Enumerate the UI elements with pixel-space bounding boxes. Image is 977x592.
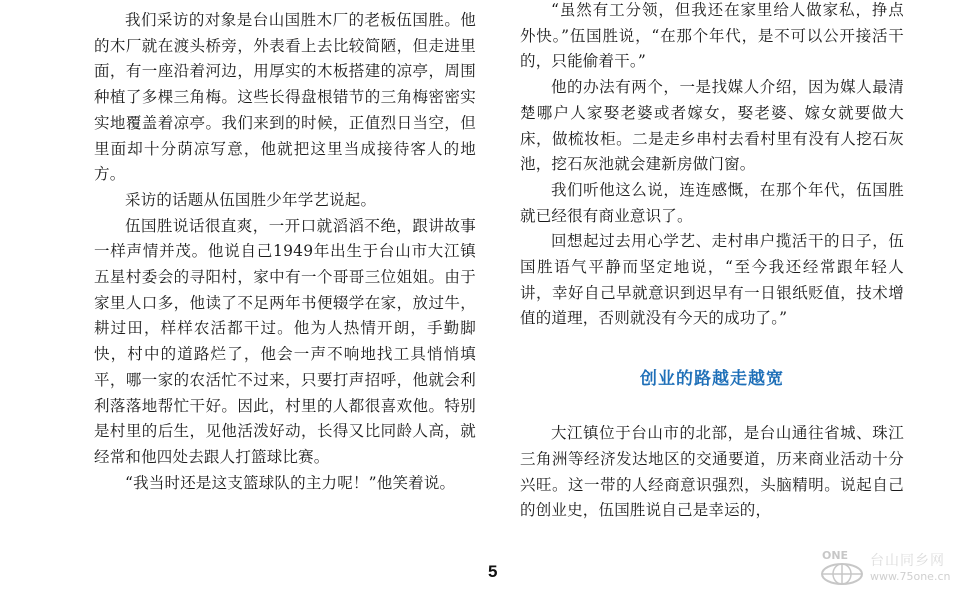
paragraph: “虽然有工分领，但我还在家里给人做家私，挣点外快。”伍国胜说，“在那个年代，是不可以公开接活干的，只能偷着干。” (520, 1, 904, 71)
watermark (818, 548, 973, 588)
svg-text:ONE: ONE (822, 549, 849, 562)
paragraph: 他的办法有两个，一是找媒人介绍，因为媒人最清楚哪户人家娶老婆或者嫁女，娶老婆、嫁女就要做大床，做梳妆柜。二是走乡串村去看村里有没有人挖石灰池，挖石灰池就会建新房做门窗。 (520, 78, 904, 174)
paragraph: 伍国胜说话很直爽，一开口就滔滔不绝，跟讲故事一样声情并茂。他说自己1949年出生于台山市大江镇五星村委会的寻阳村，家中有一个哥哥三位姐姐。由于家里人口多，他读了不足两年书便辍学在家，放过牛，耕过田，样样农活都干过。他为人热情开朗，手勤脚快，村中的道路烂了，他会一声不响地找工具悄悄填平，哪一家的农活忙不过来，只要打声招呼，他就会利利落落地帮忙干好。因此，村里的人都很喜欢他。特别是村里的后生，见他活泼好动，长得又比同龄人高，就经常和他四处去跟人打篮球比赛。 (94, 216, 476, 466)
left-column (94, 0, 476, 512)
one-globe-logo-icon (818, 548, 866, 586)
paragraph: 回想起过去用心学艺、走村串户揽活干的日子，伍国胜语气平静而坚定地说，“至今我还经常跟年轻人讲，幸好自己早就意识到迟早有一日银纸贬值，技术增值的道理，否则就没有今天的成功了。” (520, 232, 904, 328)
paragraph: 我们听他这么说，连连感慨，在那个年代，伍国胜就已经很有商业意识了。 (520, 180, 904, 225)
section-heading: 创业的路越走越宽 (640, 369, 784, 390)
right-column (520, 0, 904, 524)
page-number: 5 (488, 562, 498, 581)
watermark-brand: 台山同乡网 (870, 553, 945, 569)
paragraph: “我当时还是这支篮球队的主力呢！”他笑着说。 (125, 473, 456, 492)
paragraph: 大江镇位于台山市的北部，是台山通往省城、珠江三角洲等经济发达地区的交通要道，历来商业活动十分兴旺。这一带的人经商意识强烈，头脑精明。说起自己的创业史，伍国胜说自己是幸运的， (520, 424, 904, 520)
paragraph: 我们采访的对象是台山国胜木厂的老板伍国胜。他的木厂就在渡头桥旁，外表看上去比较简陋，但走进里面，有一座沿着河边，用厚实的木板搭建的凉亭，周围种植了多棵三角梅。这些长得盘根错节的三角梅密密实实地覆盖着凉亭。我们来到的时候，正值烈日当空，但里面却十分荫凉写意，他就把这里当成接待客人的地方。 (94, 11, 476, 184)
paragraph: 采访的话题从伍国胜少年学艺说起。 (125, 190, 377, 209)
watermark-url: www.75one.cn (870, 570, 951, 583)
